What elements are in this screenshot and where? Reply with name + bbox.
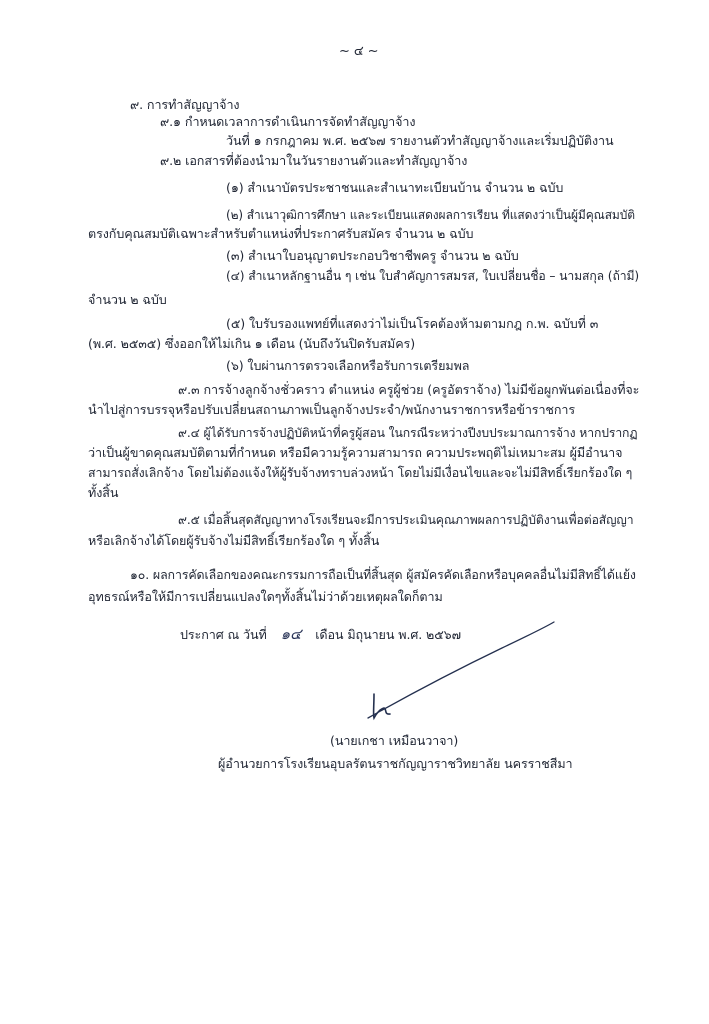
section-9-5-line2: หรือเลิกจ้างได้โดยผู้รับจ้างไม่มีสิทธิ์เรียกร้องใด ๆ ทั้งสิ้น	[88, 533, 380, 548]
document-item-2-line2: ตรงกับคุณสมบัติเฉพาะสำหรับตำแหน่งที่ประกาศรับสมัคร จำนวน ๒ ฉบับ	[88, 226, 474, 241]
section-9-1-body: วันที่ ๑ กรกฎาคม พ.ศ. ๒๕๖๗ รายงานตัวทำสัญญาจ้างและเริ่มปฏิบัติงาน	[226, 133, 614, 148]
document-item-3: (๓) สำเนาใบอนุญาตประกอบวิชาชีพครู จำนวน ๒ ฉบับ	[226, 248, 519, 263]
announcement-day: ๑๔	[280, 625, 302, 643]
signatory-position: ผู้อำนวยการโรงเรียนอุบลรัตนราชกัญญาราชวิทยาลัย นครราชสีมา	[218, 756, 573, 771]
announcement-prefix: ประกาศ ณ วันที่	[180, 627, 267, 642]
announcement-month-year: เดือน มิถุนายน พ.ศ. ๒๕๖๗	[315, 627, 461, 642]
page-number: ~ ๔ ~	[339, 44, 379, 59]
section-10-line1: ๑๐. ผลการคัดเลือกของคณะกรรมการถือเป็นที่สิ้นสุด ผู้สมัครคัดเลือกหรือบุคคลอื่นไม่มีสิทธิ์ได้แย้ง	[130, 567, 636, 582]
document-item-6: (๖) ใบผ่านการตรวจเลือกหรือรับการเตรียมพล	[226, 358, 470, 373]
section-9-5-line1: ๙.๕ เมื่อสิ้นสุดสัญญาทางโรงเรียนจะมีการประเมินคุณภาพผลการปฏิบัติงานเพื่อต่อสัญญา	[178, 513, 634, 527]
document-item-1: (๑) สำเนาบัตรประชาชนและสำเนาทะเบียนบ้าน จำนวน ๒ ฉบับ	[226, 180, 564, 195]
section-9-heading: ๙. การทำสัญญาจ้าง	[130, 97, 240, 112]
document-item-4-line1: (๔) สำเนาหลักฐานอื่น ๆ เช่น ใบสำคัญการสมรส, ใบเปลี่ยนชื่อ – นามสกุล (ถ้ามี)	[226, 269, 640, 283]
section-9-2-title: ๙.๒ เอกสารที่ต้องนำมาในวันรายงานตัวและทำสัญญาจ้าง	[160, 153, 468, 168]
section-9-4-line3: สามารถสั่งเลิกจ้าง โดยไม่ต้องแจ้งให้ผู้รับจ้างทราบล่วงหน้า โดยไม่มีเงื่อนไขและจะไม่มีสิทธิ์เรียกร้องใด ๆ	[88, 465, 633, 480]
section-9-3-line1: ๙.๓ การจ้างลูกจ้างชั่วคราว ตำแหน่ง ครูผู้ช่วย (ครูอัตราจ้าง) ไม่มีข้อผูกพันต่อเนื่องที่จะ	[178, 382, 640, 397]
document-item-4-line2: จำนวน ๒ ฉบับ	[88, 292, 167, 307]
signatory-name: (นายเกชา เหมือนวาจา)	[330, 733, 459, 748]
section-9-4-line2: ว่าเป็นผู้ขาดคุณสมบัติตามที่กำหนด หรือมีความรู้ความสามารถ ความประพฤติไม่เหมาะสม ผู้มีอำนาจ	[88, 445, 623, 460]
section-9-3-line2: นำไปสู่การบรรจุหรือปรับเปลี่ยนสถานภาพเป็นลูกจ้างประจำ/พนักงานราชการหรือข้าราชการ	[88, 402, 576, 417]
section-10-line2: อุทธรณ์หรือให้มีการเปลี่ยนแปลงใดๆทั้งสิ้นไม่ว่าด้วยเหตุผลใดก็ตาม	[88, 589, 443, 604]
section-9-4-line4: ทั้งสิ้น	[88, 485, 119, 500]
document-item-5-line2: (พ.ศ. ๒๕๓๕) ซึ่งออกให้ไม่เกิน ๑ เดือน (นับถึงวันปิดรับสมัคร)	[88, 336, 416, 351]
section-9-4-line1: ๙.๔ ผู้ได้รับการจ้างปฏิบัติหน้าที่ครูผู้สอน ในกรณีระหว่างปีงบประมาณการจ้าง หากปรากฏ	[178, 426, 638, 440]
document-item-2-line1: (๒) สำเนาวุฒิการศึกษา และระเบียนแสดงผลการเรียน ที่แสดงว่าเป็นผู้มีคุณสมบัติ	[226, 208, 635, 222]
document-item-5-line1: (๕) ใบรับรองแพทย์ที่แสดงว่าไม่เป็นโรคต้องห้ามตามกฎ ก.พ. ฉบับที่ ๓	[226, 316, 599, 331]
signature-image	[360, 618, 560, 730]
section-9-1-title: ๙.๑ กำหนดเวลาการดำเนินการจัดทำสัญญาจ้าง	[160, 114, 416, 129]
